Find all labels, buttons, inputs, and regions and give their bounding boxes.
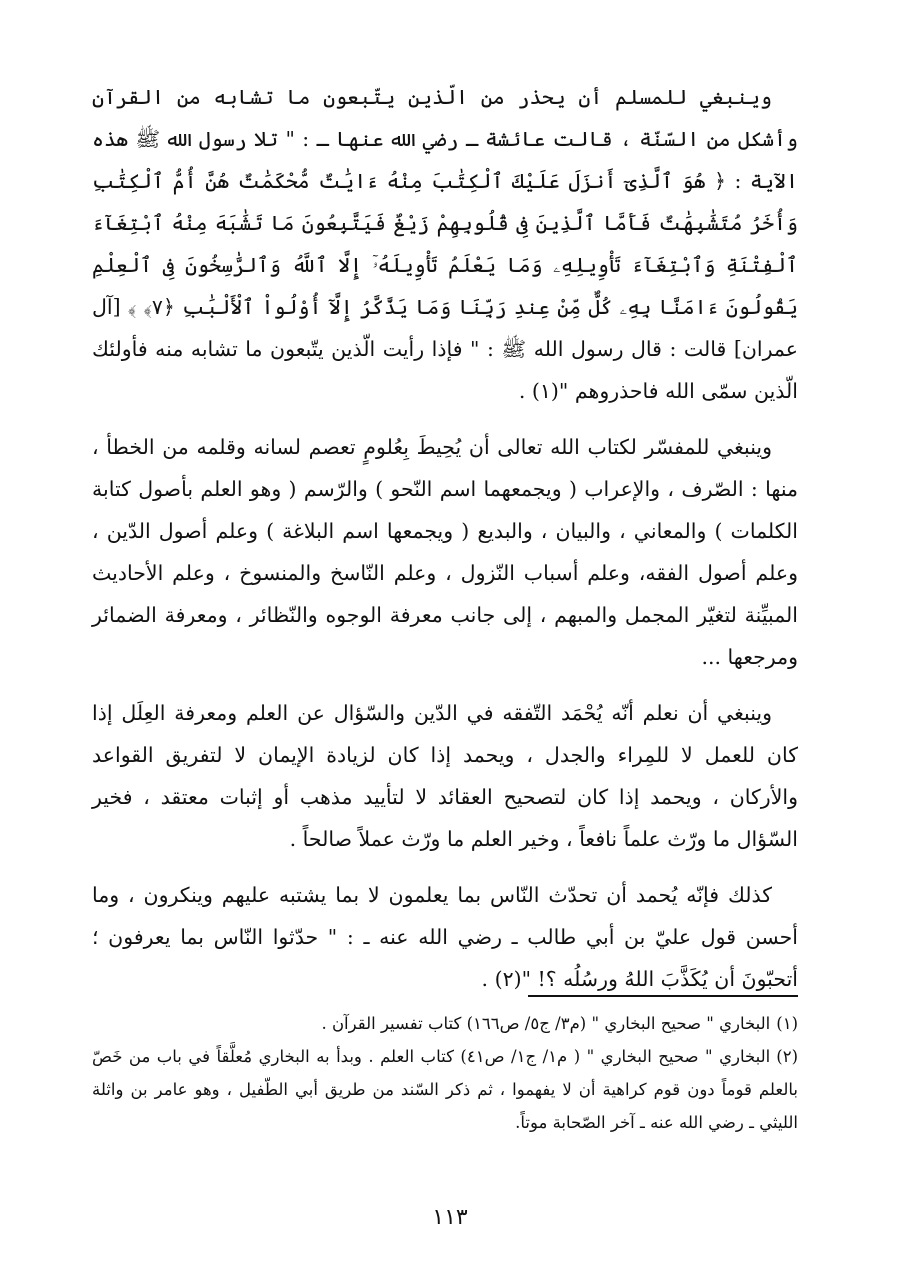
paragraph-tafaqquh: وينبغي أن نعلم أنّه يُحْمَد التّفقه في الدّين والسّؤال عن العلم ومعرفة العِلَل إذا كان للعمل لا للمِراء والجدل ، ويحمد إذا كان لزيادة الإيمان لا لتفريق القواعد والأركان ، ويحمد إذا كان لتصحيح العقائد لا لتأييد مذهب أو إثبات معتقد ، فخير السّؤال ما ورّث علماً نافعاً ، وخير العلم ما ورّث عملاً صالحاً . — [92, 701, 798, 851]
paragraph-mutashabih: وينبغي للمسلم أن يحذر من الّذين يتّبعون ما تشابه من القرآن وأشكل من السّنّة ، قالت عائشة ـ رضي الله عنها ـ : " تلا رسول الله ﷺ هذه الآية : ﴿ هُوَ ٱلَّذِىٓ أَنزَلَ عَلَيْكَ ٱلْكِتَٰبَ مِنْهُ ءَايَٰتٌ مُّحْكَمَٰتٌ هُنَّ أُمُّ ٱلْكِتَٰبِ وَأُخَرُ مُتَشَٰبِهَٰتٌ فَأَمَّا ٱلَّذِينَ فِى قُلُوبِهِمْ زَيْغٌ فَيَتَّبِعُونَ مَا تَشَٰبَهَ مِنْهُ ٱبْتِغَآءَ ٱلْفِتْنَةِ وَٱبْتِغَآءَ تَأْوِيلِهِۦ وَمَا يَعْلَمُ تَأْوِيلَهُۥٓ إِلَّا ٱللَّهُ وَٱلرَّٰسِخُونَ فِى ٱلْعِلْمِ يَقُولُونَ ءَامَنَّا بِهِۦ كُلٌّ مِّنْ عِندِ رَبِّنَا وَمَا يَذَّكَّرُ إِلَّآ أُوْلُواْ ٱلْأَلْبَٰبِ ﴿٧﴾ ﴾ [آل عمران] قالت : قال رسول الله ﷺ : " فإذا رأيت الّذين يتّبعون ما تشابه منه فأولئك الّذين سمّى الله فاحذروهم "(١) . — [92, 85, 798, 403]
paragraph-speaking-to-people: كذلك فإنّه يُحمد أن تحدّث النّاس بما يعلمون لا بما يشتبه عليهم وينكرون ، وما أحسن قول عليّ بن أبي طالب ـ رضي الله عنه ـ : " حدّثوا النّاس بما يعرفون ؛ أتحبّونَ أن يُكَذَّبَ اللهُ ورسُلُه ؟! "(٢) . — [92, 883, 798, 991]
footnote-1-number: (١) — [776, 1014, 798, 1033]
page-number: ١١٣ — [432, 1205, 468, 1230]
footnotes-section — [92, 995, 798, 1139]
footnote-1 — [92, 1007, 798, 1040]
footnote-2-text: البخاري " صحيح البخاري " ( م١/ ج١/ ص٤١) كتاب العلم . وبدأ به البخاري مُعلَّقاً في باب من خَصّ بالعلم قوماً دون قوم كراهية أن لا يفهموا ، ثم ذكر السّند من طريق أبي الطّفيل ، وهو عامر بن واثلة الليثي ـ رضي الله عنه ـ آخر الصّحابة موتاً. — [92, 1047, 798, 1132]
footnote-divider — [528, 995, 798, 997]
paragraph-mufassir-sciences: وينبغي للمفسّر لكتاب الله تعالى أن يُحِيطَ بِعُلومٍ تعصم لسانه وقلمه من الخطأ ، منها : الصّرف ، والإعراب ( ويجمعهما اسم النّحو ) والرّسم ( وهو العلم بأصول كتابة الكلمات ) والمعاني ، والبيان ، والبديع ( ويجمعها اسم البلاغة ) وعلم أصول الدّين ، وعلم أصول الفقه، وعلم أسباب النّزول ، وعلم النّاسخ والمنسوخ ، وعلم الأحاديث المبيِّنة لتغيّر المجمل والمبهم ، إلى جانب معرفة الوجوه والنّظائر ، ومعرفة الضمائر ومرجعها ... — [92, 435, 798, 669]
footnote-2-number: (٢) — [776, 1047, 798, 1066]
footnote-2 — [92, 1040, 798, 1139]
footnote-1-text: البخاري " صحيح البخاري " (م٣/ ج٥/ ص١٦٦) كتاب تفسير القرآن . — [321, 1014, 771, 1033]
